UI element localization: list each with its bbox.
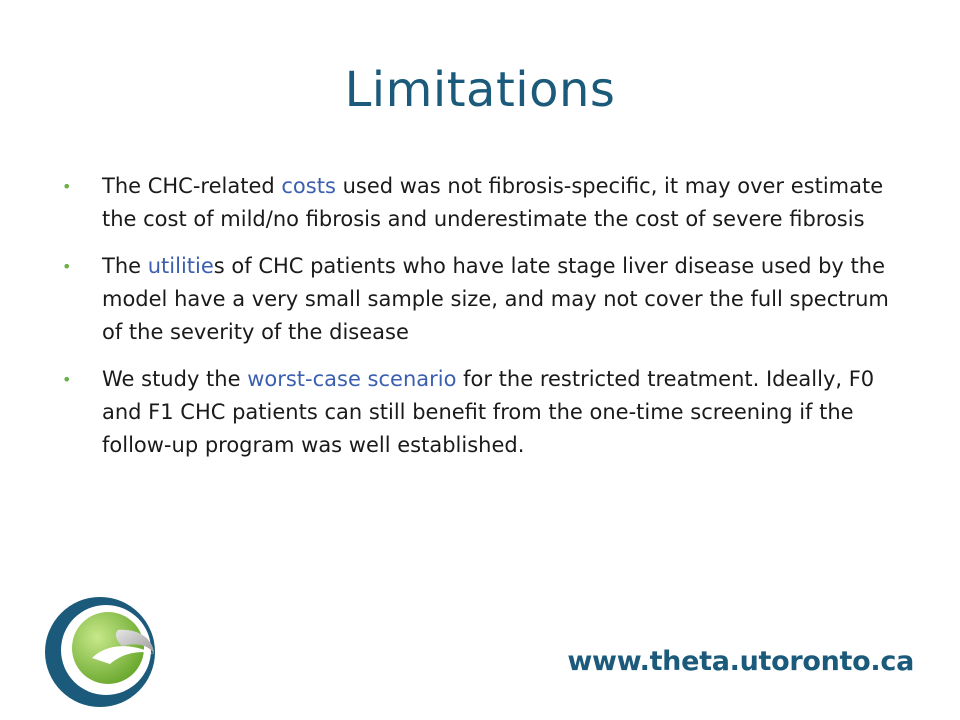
bullet-highlight: utilitie xyxy=(147,254,214,278)
bullet-marker: • xyxy=(62,257,72,276)
bullet-marker: • xyxy=(62,177,72,196)
bullet-marker: • xyxy=(62,370,72,389)
bullet-item xyxy=(62,250,892,349)
bullet-text-pre: The xyxy=(102,254,148,278)
bullet-list xyxy=(62,170,892,476)
theta-logo-icon xyxy=(42,592,162,712)
bullet-item xyxy=(62,363,892,462)
bullet-text-post: for the restricted treatment. Ideally, F0 and F1 CHC patients can still benefit from the one-time screening if the follow-up program was well established. xyxy=(102,367,875,457)
bullet-text-pre: We study the xyxy=(102,367,248,391)
footer-url: www.theta.utoronto.ca xyxy=(567,646,914,677)
bullet-item xyxy=(62,170,892,236)
bullet-highlight: worst-case scenario xyxy=(247,367,457,391)
bullet-highlight: costs xyxy=(281,174,336,198)
bullet-text-pre: The CHC-related xyxy=(102,174,282,198)
bullet-text-post: s of CHC patients who have late stage liver disease used by the model have a very small sample size, and may not cover the full spectrum of the severity of the disease xyxy=(102,254,889,344)
bullet-text-post: used was not fibrosis-specific, it may over estimate the cost of mild/no fibrosis and underestimate the cost of severe fibrosis xyxy=(102,174,884,231)
slide-title: Limitations xyxy=(344,62,616,118)
